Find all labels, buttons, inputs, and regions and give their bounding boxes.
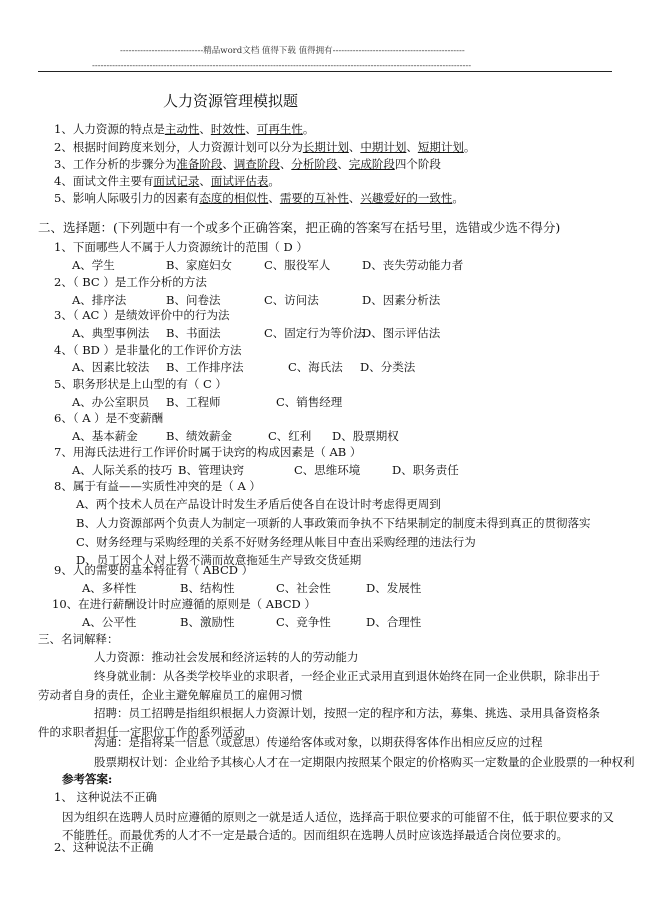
option-1-b: B、家庭妇女 — [166, 258, 232, 272]
option-8-b: B、人力资源部两个负责人为制定一项新的人事政策而争执不下结果制定的制度未得到真正的贯彻落实 — [76, 516, 591, 530]
section2-heading: 二、选择题：(下列题中有一个或多个正确答案，把正确的答案写在括号里，选错或少选不得分) — [38, 220, 561, 235]
option-9-c: C、社会性 — [276, 581, 331, 595]
fill-text: 。 — [463, 140, 476, 154]
question-9: 9、人的需要的基本特征有（ ABCD ） — [54, 563, 254, 577]
underlined-answer: 兴趣爱好的一致性 — [360, 191, 453, 205]
option-7-a: A、人际关系的技巧 — [72, 463, 173, 477]
option-10-c: C、竞争性 — [276, 615, 331, 629]
option-1-a: A、学生 — [72, 258, 115, 272]
option-3-a: A、典型事例法 — [72, 326, 150, 340]
option-4-b: B、工作排序法 — [166, 360, 244, 374]
option-10-b: B、激励性 — [180, 615, 235, 629]
fill-item — [54, 174, 280, 189]
option-7-d: D、职务责任 — [392, 463, 459, 477]
option-2-a: A、排序法 — [72, 293, 127, 307]
fill-item — [54, 140, 475, 155]
fill-text: 、 — [348, 191, 361, 205]
question-6: 6、（ A ）是不变薪酬 — [54, 411, 164, 425]
fill-text: 5、影响人际吸引力的因素有 — [54, 191, 200, 205]
option-5-c: C、销售经理 — [276, 395, 343, 409]
option-3-b: B、书面法 — [166, 326, 221, 340]
underlined-answer: 分析阶段 — [291, 157, 338, 171]
option-1-c: C、服役军人 — [264, 258, 331, 272]
underlined-answer: 时效性 — [210, 122, 246, 136]
header-line-2: ------------------------------------------------------------------------------------------------------------------------------------ — [92, 61, 472, 71]
term-5: 股票期权计划：企业给予其核心人才在一定期限内按照某个限定的价格购买一定数量的企业股票的一种权利 — [94, 755, 635, 769]
underlined-answer: 短期计划 — [417, 140, 464, 154]
fill-text: 四个阶段 — [394, 157, 441, 171]
option-7-c: C、思维环境 — [294, 463, 361, 477]
underlined-answer: 准备阶段 — [176, 157, 223, 171]
option-5-b: B、工程师 — [166, 395, 221, 409]
option-6-b: B、绩效薪金 — [166, 429, 232, 443]
option-4-d: D、分类法 — [360, 360, 416, 374]
option-8-d: D、员工因个人对上级不满而故意拖延生产导致交货延期 — [76, 553, 362, 567]
fill-text: 、 — [279, 157, 292, 171]
fill-item — [54, 122, 314, 137]
option-6-d: D、股票期权 — [332, 429, 399, 443]
fill-text: 、 — [199, 174, 211, 188]
fill-text: 。 — [452, 191, 464, 205]
question-8: 8、属于有益——实质性冲突的是（ A ） — [54, 479, 261, 493]
fill-text: 、 — [245, 122, 257, 136]
underlined-answer: 态度的相似性 — [199, 191, 269, 205]
underlined-answer: 长期计划 — [302, 140, 349, 154]
fill-text: 、 — [337, 157, 349, 171]
option-8-c: C、财务经理与采购经理的关系不好财务经理从帐目中查出采购经理的违法行为 — [76, 535, 476, 549]
fill-text: 。 — [268, 174, 280, 188]
fill-text: 3、工作分析的步骤分为 — [54, 157, 177, 171]
option-10-d: D、合理性 — [366, 615, 422, 629]
option-9-d: D、发展性 — [366, 581, 422, 595]
underlined-answer: 调查阶段 — [233, 157, 280, 171]
option-2-d: D、因素分析法 — [362, 293, 441, 307]
question-5: 5、职务形状是上山型的有（ C ） — [54, 377, 227, 391]
option-9-a: A、多样性 — [82, 581, 137, 595]
fill-text: 、 — [199, 122, 211, 136]
option-10-a: A、公平性 — [82, 615, 137, 629]
question-7: 7、用海氏法进行工作评价时属于诀窍的构成因素是（ AB ） — [54, 445, 362, 459]
fill-text: 、 — [222, 157, 234, 171]
question-4: 4、（ BD ）是非量化的工作评价方法 — [54, 343, 242, 357]
underlined-answer: 主动性 — [164, 122, 200, 136]
underlined-answer: 面试记录 — [153, 174, 200, 188]
fill-text: 、 — [348, 140, 361, 154]
fill-text: 4、面试文件主要有 — [54, 174, 154, 188]
question-10: 10、在进行薪酬设计时应遵循的原则是（ ABCD ） — [52, 597, 316, 611]
option-2-c: C、访问法 — [264, 293, 319, 307]
option-3-d: D、图示评估法 — [362, 326, 441, 340]
option-4-c: C、海氏法 — [288, 360, 343, 374]
option-8-a: A、两个技术人员在产品设计时发生矛盾后使各自在设计时考虑得更周到 — [76, 497, 441, 511]
fill-text: 2、根据时间跨度来划分，人力资源计划可以分为 — [54, 140, 303, 154]
underlined-answer: 面试评估表 — [210, 174, 269, 188]
answers-heading: 参考答案: — [62, 772, 113, 786]
question-1: 1、下面哪些人不属于人力资源统计的范围（ D ） — [54, 240, 308, 254]
underlined-answer: 需要的互补性 — [279, 191, 349, 205]
answer-2-verdict: 2、这种说法不正确 — [54, 840, 154, 854]
fill-text: 、 — [406, 140, 418, 154]
option-7-b: B、管理诀窍 — [178, 463, 244, 477]
header-rule — [38, 71, 612, 72]
fill-text: 、 — [268, 191, 280, 205]
term-3: 招聘：员工招聘是指组织根据人力资源计划，按照一定的程序和方法，募集、挑选、录用具备资格条件的求职者担任一定职位工作的系列活动 — [38, 706, 600, 739]
underlined-answer: 中期计划 — [360, 140, 407, 154]
question-2: 2、（ BC ）是工作分析的方法 — [54, 275, 207, 289]
term-1: 人力资源：推动社会发展和经济运转的人的劳动能力 — [94, 650, 359, 664]
option-3-c: C、固定行为等价法 — [264, 326, 365, 340]
option-6-a: A、基本薪金 — [72, 429, 138, 443]
option-9-b: B、结构性 — [180, 581, 235, 595]
option-5-a: A、办公室职员 — [72, 395, 150, 409]
header-line-1: -----------------------------精品word文档 值得下载 值得拥有---------------------------------------------- — [120, 46, 465, 56]
underlined-answer: 完成阶段 — [348, 157, 395, 171]
fill-item — [54, 157, 441, 172]
page-title: 人力资源管理模拟题 — [163, 92, 299, 110]
section3-heading: 三、名词解释： — [38, 632, 119, 646]
option-1-d: D、丧失劳动能力者 — [362, 258, 464, 272]
option-2-b: B、问卷法 — [166, 293, 221, 307]
term-2: 终身就业制：从各类学校毕业的求职者，一经企业正式录用直到退休始终在同一企业供职，除非出于劳动者自身的责任，企业主避免解雇员工的雇佣习惯 — [38, 669, 600, 702]
fill-item — [54, 191, 464, 206]
option-4-a: A、因素比较法 — [72, 360, 150, 374]
answer-1-body: 因为组织在选聘人员时应遵循的原则之一就是适人适位，选择高于职位要求的可能留不住，低于职位要求的又不能胜任。而最优秀的人才不一定是最合适的。因而组织在选聘人员时应该选择最适合岗位要求的。 — [62, 810, 614, 842]
underlined-answer: 可再生性 — [256, 122, 303, 136]
term-4: 沟通：是指将某一信息（或意思）传递给客体或对象，以期获得客体作出相应反应的过程 — [94, 735, 543, 749]
fill-text: 。 — [302, 122, 315, 136]
question-3: 3、（ AC ）是绩效评价中的行为法 — [54, 308, 230, 322]
option-6-c: C、红利 — [268, 429, 312, 443]
answer-1-verdict: 1、 这种说法不正确 — [54, 790, 157, 804]
fill-text: 1、人力资源的特点是 — [54, 122, 165, 136]
